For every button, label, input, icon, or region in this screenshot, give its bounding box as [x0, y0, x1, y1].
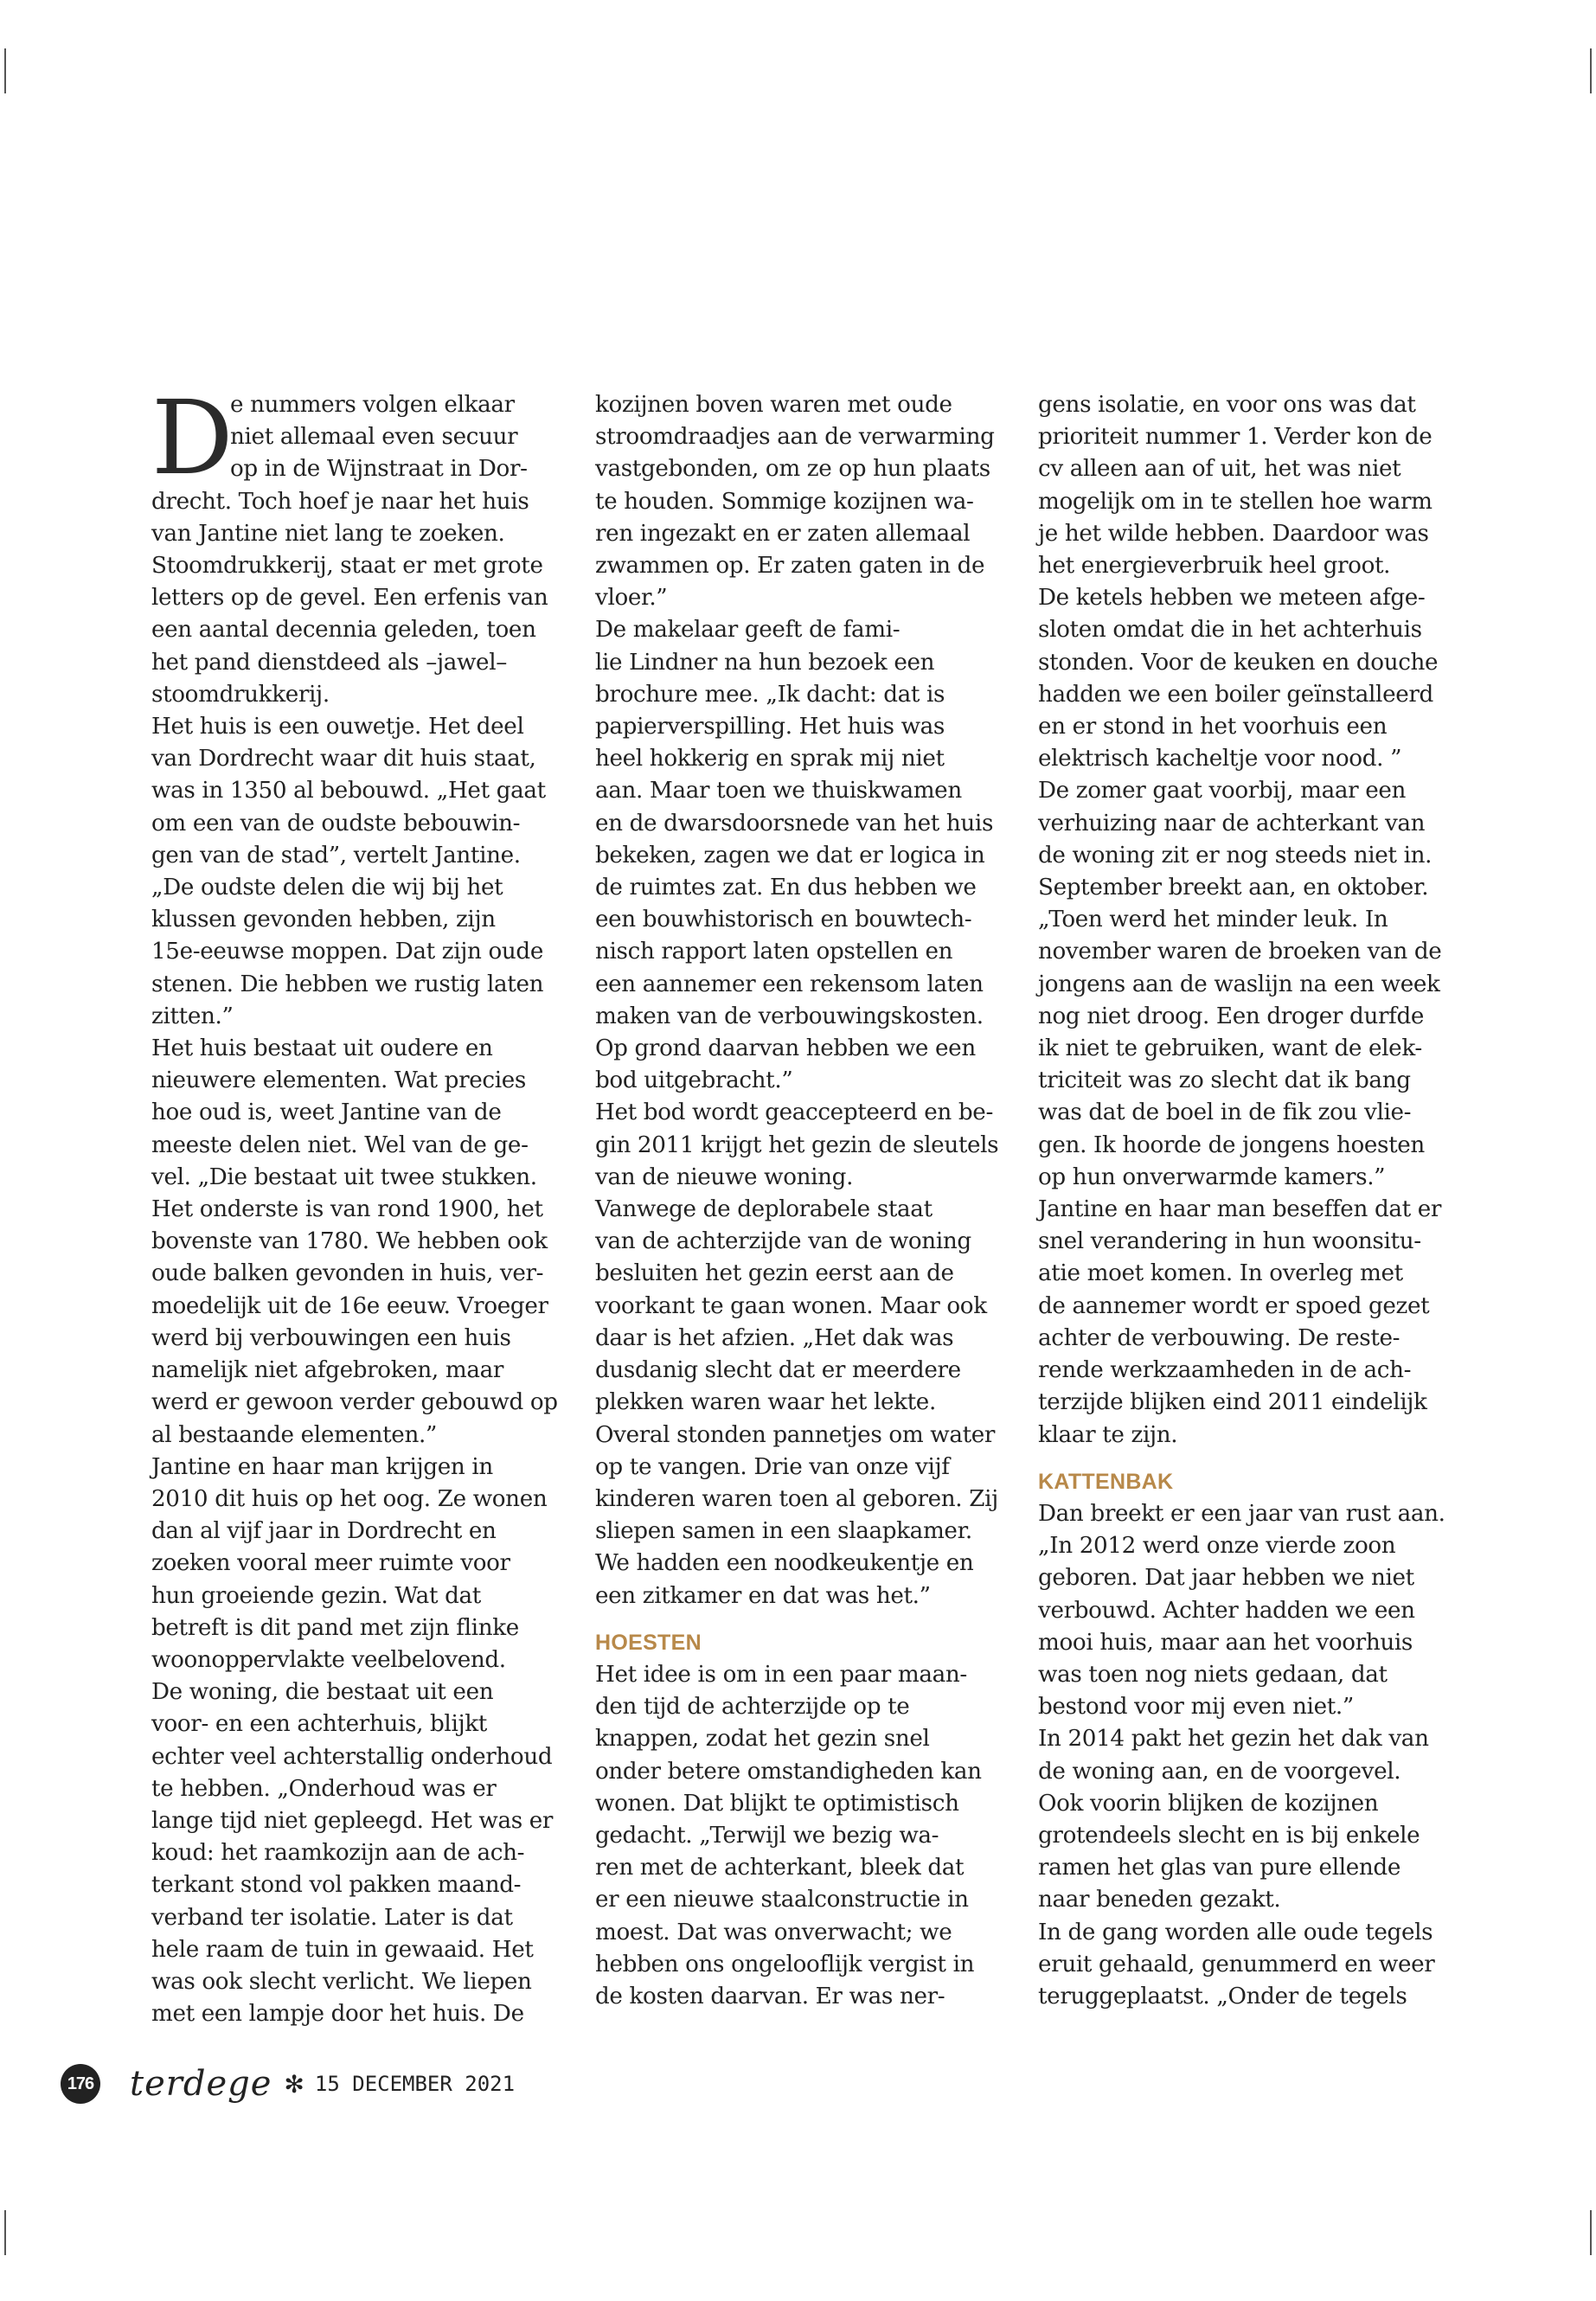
- text-line: maken van de verbouwingskosten.: [595, 1003, 984, 1029]
- text-line: van de achterzijde van de woning: [595, 1228, 971, 1255]
- text-line: In 2014 pakt het gezin het dak van: [1038, 1726, 1429, 1753]
- text-line: verbouwd. Achter hadden we een: [1038, 1597, 1415, 1624]
- text-line: grotendeels slecht en is bij enkele: [1038, 1822, 1420, 1849]
- text-line: nieuwere elementen. Wat precies: [151, 1067, 526, 1094]
- text-line: bovenste van 1780. We hebben ook: [151, 1228, 548, 1255]
- text-line: Het onderste is van rond 1900, het: [151, 1196, 543, 1223]
- text-line: triciteit was zo slecht dat ik bang: [1038, 1067, 1411, 1094]
- text-line: ik niet te gebruiken, want de elek-: [1038, 1035, 1422, 1062]
- text-line: stenen. Die hebben we rustig laten: [151, 971, 544, 997]
- text-line: niet allemaal even secuur: [230, 424, 518, 451]
- text-line: oude balken gevonden in huis, ver-: [151, 1260, 544, 1287]
- column-3-text-b: [1038, 1498, 1445, 2013]
- text-line: Op grond daarvan hebben we een: [595, 1035, 976, 1062]
- text-line: Jantine en haar man beseffen dat er: [1038, 1196, 1442, 1223]
- text-line: vel. „Die bestaat uit twee stukken.: [151, 1163, 537, 1190]
- text-line: 15e-eeuwse moppen. Dat zijn oude: [151, 939, 543, 965]
- magazine-logo: terdege: [130, 2064, 272, 2104]
- text-line: mogelijk om in te stellen hoe warm: [1038, 488, 1433, 515]
- text-line: van Dordrecht waar dit huis staat,: [151, 746, 536, 772]
- column-2-text-b: [595, 1659, 1002, 2013]
- text-line: gen van de stad”, vertelt Jantine.: [151, 842, 521, 868]
- text-line: dusdanig slecht dat er meerdere: [595, 1357, 961, 1384]
- text-line: gedacht. „Terwijl we bezig wa-: [595, 1822, 939, 1849]
- issue-date: 15 DECEMBER 2021: [314, 2072, 516, 2096]
- text-line: kozijnen boven waren met oude: [595, 392, 952, 418]
- text-line: hele raam de tuin in gewaaid. Het: [151, 1936, 534, 1963]
- text-line: op te vangen. Drie van onze vijf: [595, 1453, 950, 1480]
- text-line: het energieverbruik heel groot.: [1038, 553, 1391, 580]
- text-line: De makelaar geeft de fami-: [595, 617, 901, 644]
- text-line: brochure mee. „Ik dacht: dat is: [595, 681, 945, 708]
- text-line: De ketels hebben we meteen afge-: [1038, 585, 1426, 612]
- text-line: eruit gehaald, genummerd en weer: [1038, 1951, 1435, 1977]
- text-line: terzijde blijken eind 2011 eindelijk: [1038, 1389, 1427, 1416]
- text-line: was ook slecht verlicht. We liepen: [151, 1968, 532, 1995]
- text-line: gens isolatie, en voor ons was dat: [1038, 392, 1416, 418]
- text-line: van Jantine niet lang te zoeken.: [151, 520, 505, 547]
- text-line: met een lampje door het huis. De: [151, 2001, 524, 2028]
- text-line: De woning, die bestaat uit een: [151, 1679, 494, 1706]
- column-1-text: [151, 486, 558, 2031]
- text-line: September breekt aan, en oktober.: [1038, 875, 1429, 901]
- text-line: e nummers volgen elkaar: [230, 392, 515, 418]
- text-line: sliepen samen in een slaapkamer.: [595, 1518, 972, 1545]
- page-footer: [61, 2062, 515, 2106]
- article-intro: [151, 378, 558, 497]
- text-line: Het huis is een ouwetje. Het deel: [151, 714, 524, 740]
- text-line: achter de verbouwing. De reste-: [1038, 1324, 1401, 1351]
- article-column-3: [1038, 389, 1445, 2013]
- text-line: zoeken vooral meer ruimte voor: [151, 1550, 510, 1577]
- section-heading-hoesten: HOESTEN: [595, 1630, 702, 1655]
- text-line: cv alleen aan of uit, het was niet: [1038, 456, 1401, 483]
- text-line: om een van de oudste bebouwin-: [151, 810, 521, 836]
- text-line: Het idee is om in een paar maan-: [595, 1661, 967, 1688]
- text-line: hoe oud is, weet Jantine van de: [151, 1099, 502, 1126]
- text-line: wonen. Dat blijkt te optimistisch: [595, 1790, 959, 1817]
- text-line: naar beneden gezakt.: [1038, 1887, 1281, 1913]
- text-line: jongens aan de waslijn na een week: [1038, 971, 1440, 997]
- crop-mark-top-right: [1590, 48, 1592, 93]
- crop-mark-bottom-right: [1590, 2210, 1592, 2255]
- text-line: „De oudste delen die wij bij het: [151, 875, 503, 901]
- text-line: nog niet droog. Een droger durfde: [1038, 1003, 1425, 1029]
- text-line: plekken waren waar het lekte.: [595, 1389, 936, 1416]
- text-line: Vanwege de deplorabele staat: [595, 1196, 933, 1223]
- text-line: was dat de boel in de fik zou vlie-: [1038, 1099, 1412, 1126]
- text-line: te houden. Sommige kozijnen wa-: [595, 488, 974, 515]
- text-line: een aantal decennia geleden, toen: [151, 617, 536, 644]
- text-line: moest. Dat was onverwacht; we: [595, 1919, 952, 1945]
- text-line: sloten omdat die in het achterhuis: [1038, 617, 1422, 644]
- text-line: november waren de broeken van de: [1038, 939, 1442, 965]
- text-line: zitten.”: [151, 1003, 234, 1029]
- text-line: werd bij verbouwingen een huis: [151, 1324, 511, 1351]
- text-line: al bestaande elementen.”: [151, 1421, 437, 1448]
- text-line: lange tijd niet gepleegd. Het was er: [151, 1807, 554, 1834]
- drop-cap: D: [151, 378, 234, 497]
- text-line: den tijd de achterzijde op te: [595, 1694, 910, 1721]
- column-3-text-a: [1038, 389, 1445, 1452]
- text-line: We hadden een noodkeukentje en: [595, 1550, 974, 1577]
- text-line: vloer.”: [595, 585, 668, 612]
- text-line: klussen gevonden hebben, zijn: [151, 907, 496, 933]
- text-line: ren ingezakt en er zaten allemaal: [595, 520, 971, 547]
- text-line: knappen, zodat het gezin snel: [595, 1726, 930, 1753]
- text-line: vastgebonden, om ze op hun plaats: [595, 456, 990, 483]
- asterisk-icon: ✻: [284, 2069, 304, 2099]
- text-line: de woning zit er nog steeds niet in.: [1038, 842, 1433, 868]
- text-line: Het huis bestaat uit oudere en: [151, 1035, 493, 1062]
- column-2-text-a: [595, 389, 1002, 1612]
- text-line: rende werkzaamheden in de ach-: [1038, 1357, 1412, 1384]
- text-line: en de dwarsdoorsnede van het huis: [595, 810, 994, 836]
- text-line: ramen het glas van pure ellende: [1038, 1855, 1401, 1881]
- text-line: „Toen werd het minder leuk. In: [1038, 907, 1388, 933]
- text-line: letters op de gevel. Een erfenis van: [151, 585, 548, 612]
- text-line: nisch rapport laten opstellen en: [595, 939, 953, 965]
- text-line: snel verandering in hun woonsitu-: [1038, 1228, 1421, 1255]
- text-line: teruggeplaatst. „Onder de tegels: [1038, 1983, 1407, 2009]
- text-line: de aannemer wordt er spoed gezet: [1038, 1292, 1430, 1319]
- text-line: papierverspilling. Het huis was: [595, 714, 945, 740]
- text-line: Ook voorin blijken de kozijnen: [1038, 1790, 1379, 1817]
- text-line: mooi huis, maar aan het voorhuis: [1038, 1629, 1413, 1656]
- text-line: De zomer gaat voorbij, maar een: [1038, 778, 1407, 804]
- text-line: klaar te zijn.: [1038, 1421, 1178, 1448]
- text-line: op in de Wijnstraat in Dor-: [230, 456, 528, 483]
- text-line: koud: het raamkozijn aan de ach-: [151, 1840, 525, 1867]
- text-line: gen. Ik hoorde de jongens hoesten: [1038, 1131, 1425, 1158]
- text-line: betreft is dit pand met zijn flinke: [151, 1614, 519, 1641]
- text-line: was in 1350 al bebouwd. „Het gaat: [151, 778, 546, 804]
- text-line: elektrisch kacheltje voor nood. ”: [1038, 746, 1402, 772]
- text-line: terkant stond vol pakken maand-: [151, 1872, 522, 1899]
- text-line: verhuizing naar de achterkant van: [1038, 810, 1426, 836]
- text-line: aan. Maar toen we thuiskwamen: [595, 778, 962, 804]
- text-line: lie Lindner na hun bezoek een: [595, 649, 935, 676]
- text-line: namelijk niet afgebroken, maar: [151, 1357, 504, 1384]
- text-line: hadden we een boiler geïnstalleerd: [1038, 681, 1433, 708]
- text-line: hebben ons ongelooflijk vergist in: [595, 1951, 975, 1977]
- text-line: werd er gewoon verder gebouwd op: [151, 1389, 558, 1416]
- text-line: onder betere omstandigheden kan: [595, 1758, 982, 1785]
- text-line: In de gang worden alle oude tegels: [1038, 1919, 1433, 1945]
- crop-mark-bottom-left: [4, 2210, 6, 2255]
- text-line: 2010 dit huis op het oog. Ze wonen: [151, 1485, 548, 1512]
- article-column-1: [151, 378, 558, 2030]
- text-line: verband ter isolatie. Later is dat: [151, 1904, 513, 1931]
- text-line: te hebben. „Onderhoud was er: [151, 1775, 497, 1802]
- text-line: voorkant te gaan wonen. Maar ook: [595, 1292, 987, 1319]
- text-line: kinderen waren toen al geboren. Zij: [595, 1485, 998, 1512]
- text-line: de ruimtes zat. En dus hebben we: [595, 875, 977, 901]
- text-line: je het wilde hebben. Daardoor was: [1038, 520, 1429, 547]
- text-line: Jantine en haar man krijgen in: [151, 1453, 493, 1480]
- text-line: het pand dienstdeed als –jawel–: [151, 649, 507, 676]
- text-line: een aannemer een rekensom laten: [595, 971, 984, 997]
- section-heading-kattenbak: KATTENBAK: [1038, 1469, 1174, 1494]
- text-line: Het bod wordt geaccepteerd en be-: [595, 1099, 993, 1126]
- text-line: voor- en een achterhuis, blijkt: [151, 1711, 487, 1738]
- text-line: stroomdraadjes aan de verwarming: [595, 424, 995, 451]
- text-line: de kosten daarvan. Er was ner-: [595, 1983, 945, 2009]
- text-line: ren met de achterkant, bleek dat: [595, 1855, 965, 1881]
- text-line: van de nieuwe woning.: [595, 1163, 854, 1190]
- text-line: bekeken, zagen we dat er logica in: [595, 842, 985, 868]
- text-line: geboren. Dat jaar hebben we niet: [1038, 1565, 1414, 1592]
- text-line: meeste delen niet. Wel van de ge-: [151, 1131, 529, 1158]
- text-line: stonden. Voor de keuken en douche: [1038, 649, 1439, 676]
- text-line: dan al vijf jaar in Dordrecht en: [151, 1518, 497, 1545]
- text-line: drecht. Toch hoef je naar het huis: [151, 488, 529, 515]
- text-line: zwammen op. Er zaten gaten in de: [595, 553, 985, 580]
- article-column-2: [595, 389, 1002, 2013]
- text-line: atie moet komen. In overleg met: [1038, 1260, 1403, 1287]
- text-line: echter veel achterstallig onderhoud: [151, 1743, 553, 1770]
- text-line: hun groeiende gezin. Wat dat: [151, 1582, 481, 1609]
- text-line: er een nieuwe staalconstructie in: [595, 1887, 969, 1913]
- text-line: „In 2012 werd onze vierde zoon: [1038, 1533, 1396, 1560]
- page-number-badge: 176: [61, 2064, 100, 2104]
- text-line: was toen nog niets gedaan, dat: [1038, 1661, 1388, 1688]
- text-line: bod uitgebracht.”: [595, 1067, 793, 1094]
- text-line: op hun onverwarmde kamers.”: [1038, 1163, 1386, 1190]
- text-line: een zitkamer en dat was het.”: [595, 1582, 931, 1609]
- text-line: gin 2011 krijgt het gezin de sleutels: [595, 1131, 999, 1158]
- text-line: Dan breekt er een jaar van rust aan.: [1038, 1500, 1445, 1527]
- text-line: en er stond in het voorhuis een: [1038, 714, 1388, 740]
- text-line: een bouwhistorisch en bouwtech-: [595, 907, 972, 933]
- text-line: heel hokkerig en sprak mij niet: [595, 746, 945, 772]
- text-line: besluiten het gezin eerst aan de: [595, 1260, 954, 1287]
- text-line: bestond voor mij even niet.”: [1038, 1694, 1354, 1721]
- text-line: de woning aan, en de voorgevel.: [1038, 1758, 1401, 1785]
- text-line: Overal stonden pannetjes om water: [595, 1421, 996, 1448]
- crop-mark-top-left: [4, 48, 6, 93]
- text-line: moedelijk uit de 16e eeuw. Vroeger: [151, 1292, 548, 1319]
- text-line: prioriteit nummer 1. Verder kon de: [1038, 424, 1433, 451]
- text-line: woonoppervlakte veelbelovend.: [151, 1646, 506, 1673]
- text-line: daar is het afzien. „Het dak was: [595, 1324, 954, 1351]
- text-line: stoomdrukkerij.: [151, 681, 330, 708]
- text-line: Stoomdrukkerij, staat er met grote: [151, 553, 543, 580]
